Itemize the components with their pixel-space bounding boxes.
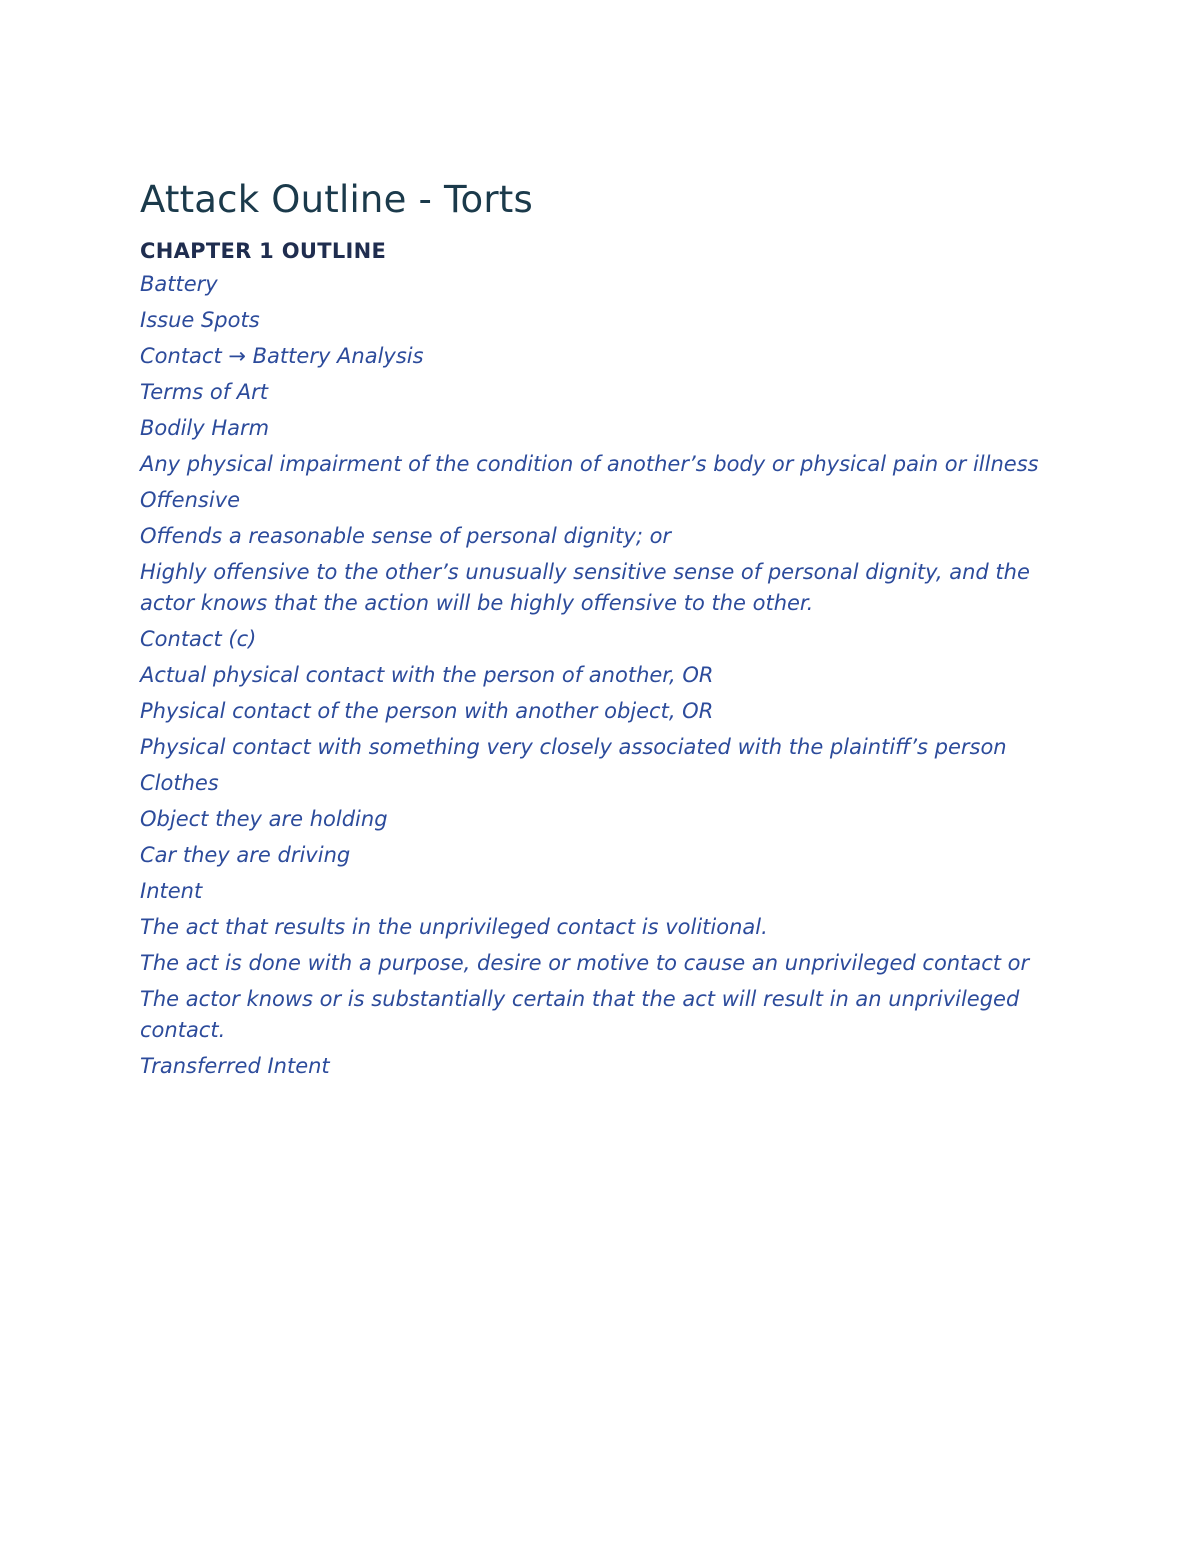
- outline-item-intent: Intent: [140, 879, 203, 903]
- outline-item-contact: Contact (c): [140, 627, 257, 651]
- outline-item-offensive: Offensive: [140, 488, 241, 512]
- outline-item-contact-actual: Actual physical contact with the person of another, OR: [140, 663, 714, 687]
- outline-item-object-holding: Object they are holding: [140, 807, 388, 831]
- document-title: Attack Outline - Torts: [140, 178, 533, 221]
- outline-item-intent-purpose: The act is done with a purpose, desire or motive to cause an unprivileged contact or: [140, 951, 1030, 975]
- outline-item-terms-of-art: Terms of Art: [140, 380, 269, 404]
- outline-item-battery: Battery: [140, 272, 218, 296]
- outline-item-offensive-sensitive: Highly offensive to the other’s unusually sensitive sense of personal dignity, and the actor knows that the action will be highly offensive to the other.: [140, 560, 1030, 615]
- outline-item-clothes: Clothes: [140, 771, 219, 795]
- outline-item-intent-knowledge: The actor knows or is substantially certain that the act will result in an unprivileged contact.: [140, 987, 1020, 1042]
- chapter-heading: CHAPTER 1 OUTLINE: [140, 239, 387, 263]
- outline-item-transferred-intent: Transferred Intent: [140, 1054, 330, 1078]
- outline-item-car-driving: Car they are driving: [140, 843, 351, 867]
- document-body: [140, 176, 1050, 1087]
- outline-item-bodily-harm: Bodily Harm: [140, 416, 270, 440]
- outline-item-contact-battery-analysis: Contact → Battery Analysis: [140, 344, 424, 368]
- outline-item-contact-object: Physical contact of the person with another object, OR: [140, 699, 714, 723]
- outline-item-offensive-reasonable: Offends a reasonable sense of personal dignity; or: [140, 524, 672, 548]
- outline-item-bodily-harm-definition: Any physical impairment of the condition of another’s body or physical pain or illness: [140, 452, 1039, 476]
- outline-item-intent-volitional: The act that results in the unprivileged contact is volitional.: [140, 915, 768, 939]
- outline-list: [140, 269, 1050, 1082]
- outline-item-issue-spots: Issue Spots: [140, 308, 260, 332]
- outline-item-contact-associated: Physical contact with something very closely associated with the plaintiff’s person: [140, 735, 1007, 759]
